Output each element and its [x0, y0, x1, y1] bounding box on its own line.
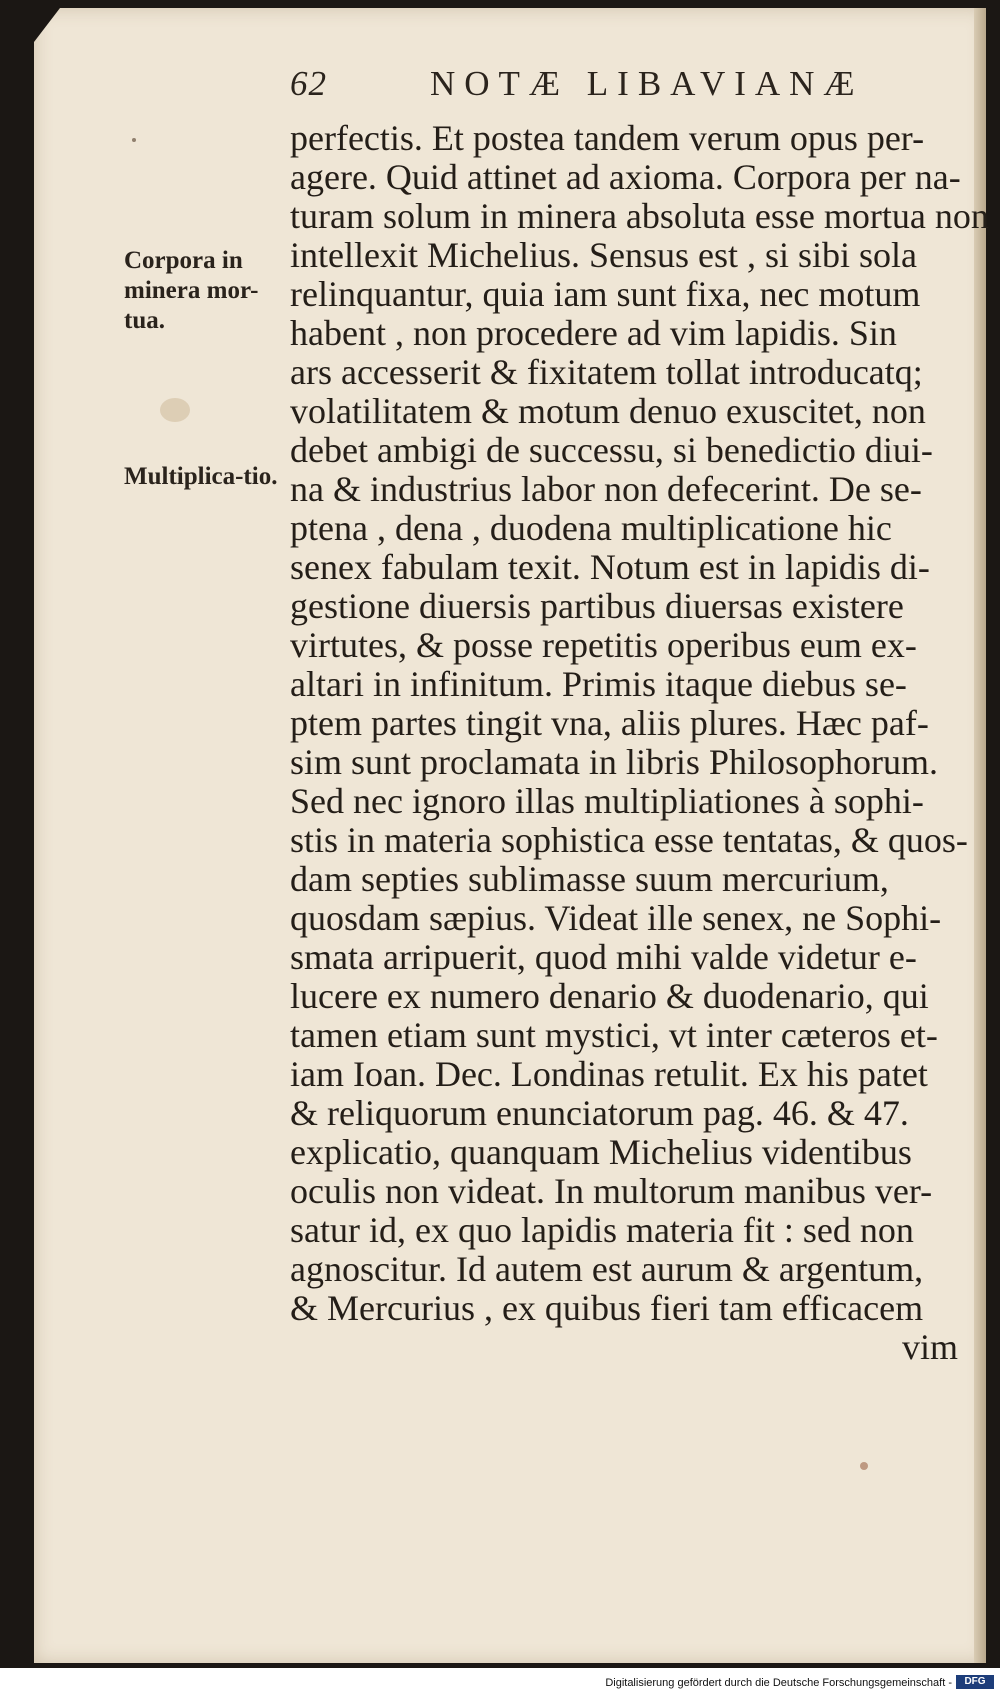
text-line: agere. Quid attinet ad axioma. Corpora per na- — [290, 157, 961, 197]
running-header — [290, 64, 900, 110]
catchword: vim — [902, 1327, 959, 1367]
text-line: habent , non procedere ad vim lapidis. Sin — [290, 313, 897, 353]
text-line: ars accesserit & fixitatem tollat introducatq; — [290, 352, 923, 392]
page-corner-fold — [34, 8, 60, 42]
ink-dot — [860, 1462, 868, 1470]
text-line: Sed nec ignoro illas multipliationes à sophi- — [290, 781, 924, 821]
marginal-note: Corpora in minera mor-tua. — [124, 247, 259, 334]
text-line: explicatio, quanquam Michelius videntibus — [290, 1132, 912, 1172]
text-line: ptem partes tingit vna, aliis plures. Hæc paf- — [290, 703, 929, 743]
text-line: iam Ioan. Dec. Londinas retulit. Ex his patet — [290, 1054, 928, 1094]
text-line: satur id, ex quo lapidis materia fit : sed non — [290, 1210, 914, 1250]
ink-dot — [132, 138, 136, 142]
ink-blot — [160, 398, 190, 422]
text-line: dam septies sublimasse suum mercurium, — [290, 859, 889, 899]
text-line: volatilitatem & motum denuo exuscitet, non — [290, 391, 926, 431]
text-line: turam solum in minera absoluta esse mortua non — [290, 196, 989, 236]
text-line: sim sunt proclamata in libris Philosophorum. — [290, 742, 938, 782]
page-edge — [974, 8, 986, 1663]
text-line: senex fabulam texit. Notum est in lapidis di- — [290, 547, 930, 587]
text-line: perfectis. Et postea tandem verum opus per- — [290, 118, 925, 158]
text-line: stis in materia sophistica esse tentatas, & quos- — [290, 820, 968, 860]
text-line: gestione diuersis partibus diuersas existere — [290, 586, 904, 626]
text-line: & reliquorum enunciatorum pag. 46. & 47. — [290, 1093, 909, 1133]
text-line: altari in infinitum. Primis itaque diebus se- — [290, 664, 907, 704]
text-line: lucere ex numero denario & duodenario, qui — [290, 976, 929, 1016]
funding-credit: Digitalisierung gefördert durch die Deutsche Forschungsgemeinschaft - — [605, 1677, 952, 1689]
marginal-note: Multiplica-tio. — [124, 463, 278, 490]
dfg-logo: DFG — [956, 1675, 994, 1689]
text-line: relinquantur, quia iam sunt fixa, nec motum — [290, 274, 921, 314]
text-line: quosdam sæpius. Videat ille senex, ne Sophi- — [290, 898, 942, 938]
text-line: ptena , dena , duodena multiplicatione hic — [290, 508, 892, 548]
text-line: virtutes, & posse repetitis operibus eum ex- — [290, 625, 917, 665]
text-line: agnoscitur. Id autem est aurum & argentum, — [290, 1249, 924, 1289]
running-head-title: NOTÆ LIBAVIANÆ — [430, 64, 864, 103]
text-line: na & industrius labor non defecerint. De se- — [290, 469, 922, 509]
text-line: tamen etiam sunt mystici, vt inter cæteros et- — [290, 1015, 938, 1055]
text-line: smata arripuerit, quod mihi valde videtur e- — [290, 937, 917, 977]
page-number: 62 — [290, 64, 327, 103]
text-line: debet ambigi de successu, si benedictio diui- — [290, 430, 933, 470]
text-line: oculis non videat. In multorum manibus ver- — [290, 1171, 933, 1211]
text-line: & Mercurius , ex quibus fieri tam efficacem — [290, 1288, 924, 1328]
text-line: intellexit Michelius. Sensus est , si sibi sola — [290, 235, 917, 275]
